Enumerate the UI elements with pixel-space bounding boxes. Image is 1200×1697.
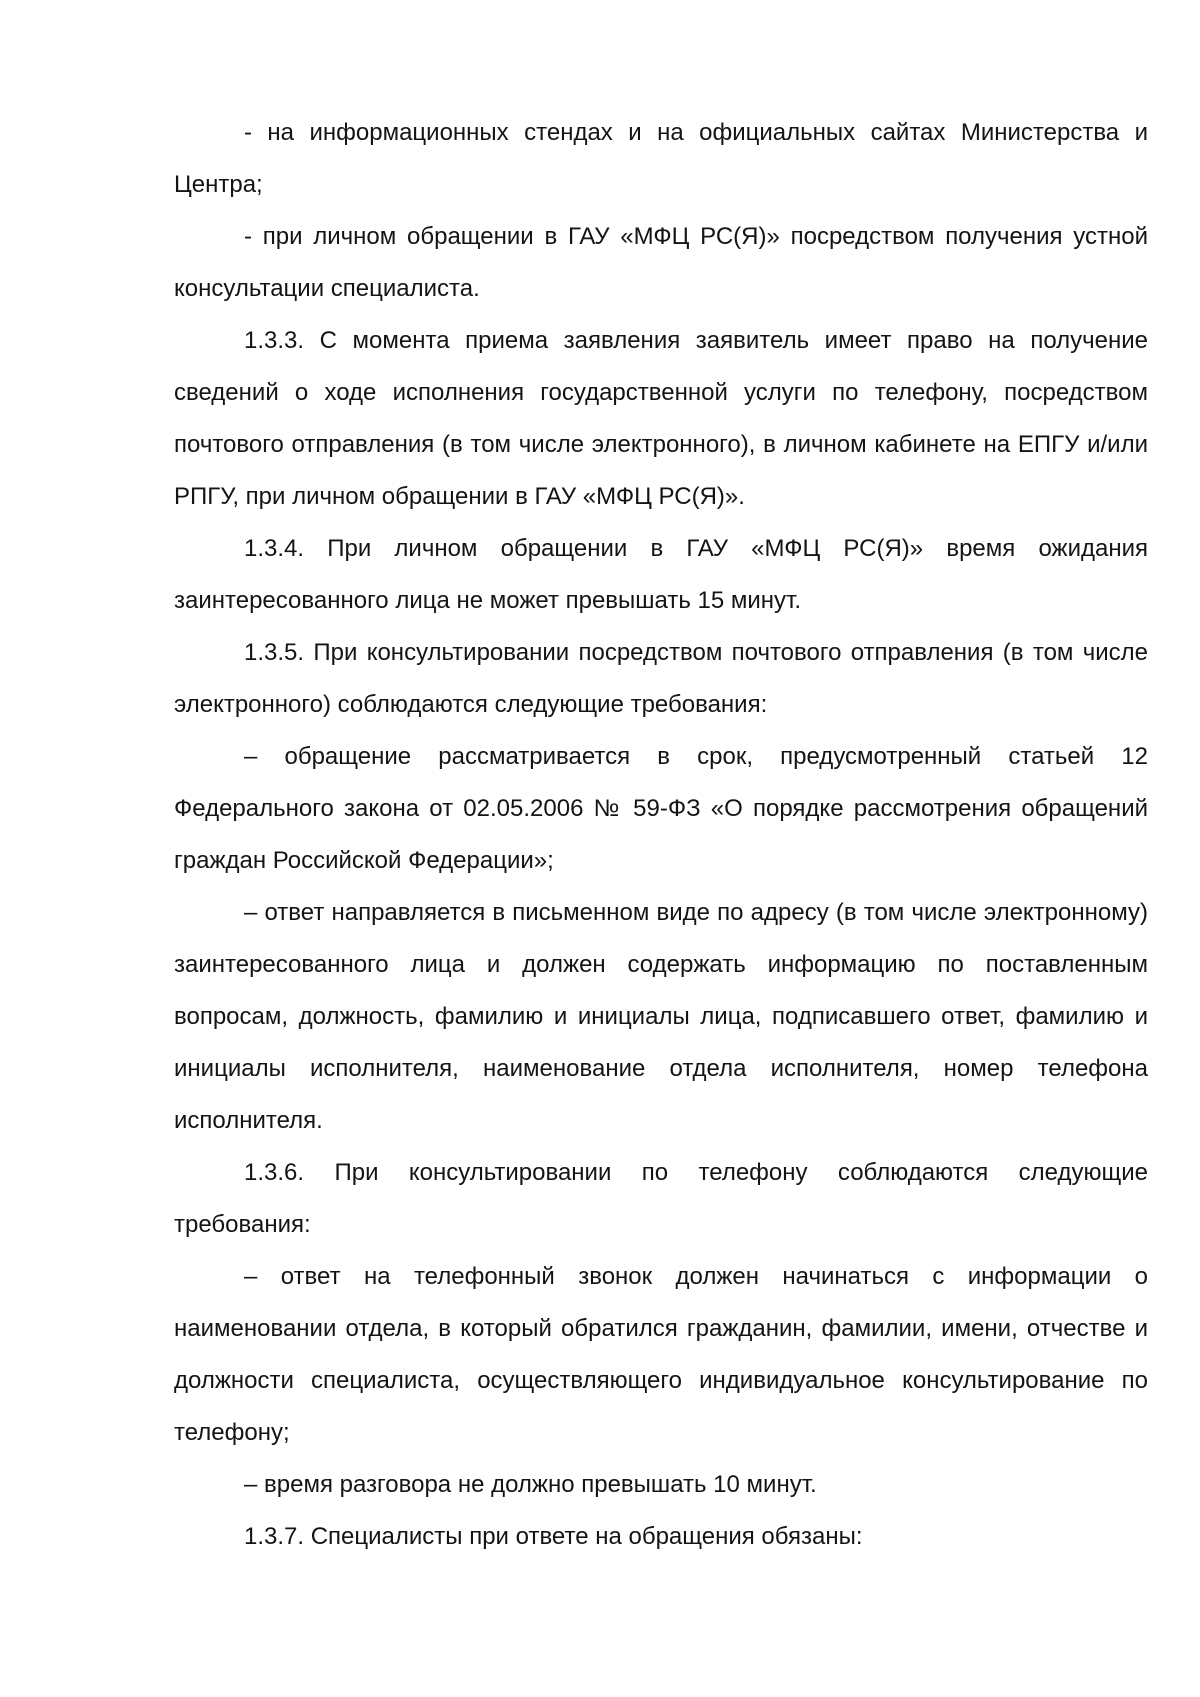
paragraph-1-3-6: 1.3.6. При консультировании по телефону соблюдаются следующие требования: [174, 1159, 1148, 1238]
paragraph-1-3-5: 1.3.5. При консультировании посредством почтового отправления (в том числе электронного) соблюдаются следующие требования: [174, 639, 1148, 718]
paragraph-call-duration: – время разговора не должно превышать 10 минут. [244, 1471, 817, 1498]
paragraph-personal-visit: - при личном обращении в ГАУ «МФЦ РС(Я)» посредством получения устной консультации специалиста. [174, 223, 1148, 302]
paragraph-term-requirement: – обращение рассматривается в срок, предусмотренный статьей 12 Федерального закона от 02.05.2006 № 59-ФЗ «О порядке рассмотрения обращений граждан Российской Федерации»; [174, 743, 1148, 874]
paragraph-1-3-3: 1.3.3. С момента приема заявления заявитель имеет право на получение сведений о ходе исполнения государственной услуги по телефону, посредством почтового отправления (в том числе электронного), в личном кабинете на ЕПГУ и/или РПГУ, при личном обращении в ГАУ «МФЦ РС(Я)». [174, 327, 1148, 510]
paragraph-1-3-7: 1.3.7. Специалисты при ответе на обращения обязаны: [244, 1523, 863, 1550]
paragraph-1-3-4: 1.3.4. При личном обращении в ГАУ «МФЦ РС(Я)» время ожидания заинтересованного лица не может превышать 15 минут. [174, 535, 1148, 614]
paragraph-phone-greeting: – ответ на телефонный звонок должен начинаться с информации о наименовании отдела, в который обратился гражданин, фамилии, имени, отчестве и должности специалиста, осуществляющего индивидуальное консультирование по телефону; [174, 1263, 1148, 1446]
document-body [174, 107, 1148, 1563]
paragraph-info-stands: - на информационных стендах и на официальных сайтах Министерства и Центра; [174, 119, 1148, 198]
paragraph-written-answer: – ответ направляется в письменном виде по адресу (в том числе электронному) заинтересованного лица и должен содержать информацию по поставленным вопросам, должность, фамилию и инициалы лица, подписавшего ответ, фамилию и инициалы исполнителя, наименование отдела исполнителя, номер телефона исполнителя. [174, 899, 1148, 1134]
